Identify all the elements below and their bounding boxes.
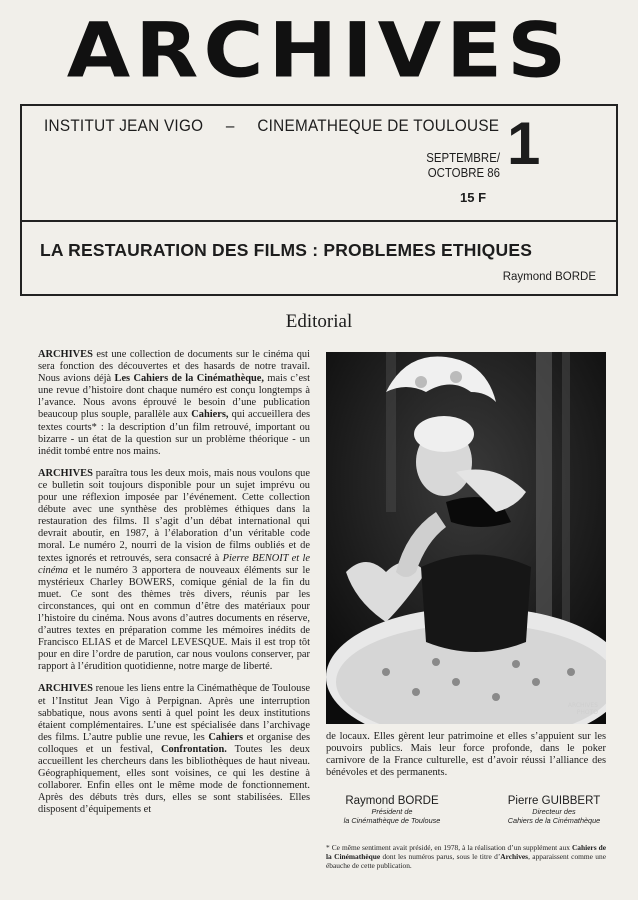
signature-name: Raymond BORDE xyxy=(345,795,439,807)
body-text: paraîtra tous les deux mois, mais nous voulons que ce bulletin soit toujours disponible pour un sujet imprévu ou pour une réflexion imposée par l’événement. Cette collection débute avec une synthèse des problèmes éthiques dans la restauration des films. Il s’agit d’un débat international qui devrait aboutir, en 1987, à l’élaboration d’un véritable code moral. Le numéro 2, nourri de la vision de films oubliés et de textes ignorés et retrouvés, sera consacré à xyxy=(38,467,310,564)
signature-name: Pierre GUIBBERT xyxy=(507,795,601,807)
bold-text: ARCHIVES xyxy=(38,683,93,695)
bold-text: Les Cahiers de la Cinémathèque, xyxy=(114,373,264,385)
bold-text: Confrontation. xyxy=(160,743,227,755)
photo-credit: ARCHIVES PHOTO xyxy=(567,702,598,716)
film-still-photo xyxy=(326,352,606,724)
editorial-paragraph-1 xyxy=(38,349,310,458)
footnote xyxy=(326,843,606,870)
issue-info-box xyxy=(20,104,618,222)
body-text: renoue les liens entre la Cinémathèque de Toulouse et l’Institut Jean Vigo à Perpignan. Après une interruption sabbatique, nous avons senti à quel point les deux institutions étaient complémentaires. L’une est spécialisée dans l’archivage des films. L’autre publie une revue, les xyxy=(38,683,310,743)
editorial-left-column xyxy=(38,349,310,826)
body-text: Toutes les deux accueillent les chercheurs dans les bibliothèques de haut niveau. Géographiquement, elles sont voisines, ce qui les destine à collaborer. Enfin elles ont le même mode de fonctionnement. Après des débuts très durs, elles se sont stabilisées. Elles disposent d’équipements et xyxy=(38,743,310,816)
issue-date-line1: SEPTEMBRE/ xyxy=(426,150,500,165)
signature-borde xyxy=(326,795,458,825)
editorial-title: Editorial xyxy=(285,311,353,332)
body-text: et le numéro 3 apportera de nouveaux éléments sur le mystérieux Charley BOWERS, comique génial de la fin du muet. Ce sont des thèmes très divers, réunis par les circonstances, qui ont en commun d’être des matériaux pour l’histoire du cinéma. Nous avons d’autres documents en réserve, d’autres textes en préparation comme les mémoires inédits de Francisco ELIAS et de Marcel LEVESQUE. Mais il est trop tôt pour en dire l’ordre de parution, car nous voulons conserver, par rapport à l’érudition quotidienne, notre marge de liberté. xyxy=(38,564,310,673)
headline-author: Raymond BORDE xyxy=(502,271,596,283)
issue-date-line2: OCTOBRE 86 xyxy=(427,165,500,180)
issue-number: 1 xyxy=(507,110,541,177)
institute-name: INSTITUT JEAN VIGO xyxy=(44,116,204,135)
headline-box xyxy=(20,222,618,296)
italic-text: Pierre BENOIT et le cinéma xyxy=(38,552,310,576)
issue-date xyxy=(412,150,500,180)
signature-role-line2: la Cinémathèque de Toulouse xyxy=(343,816,441,825)
footnote-text: dont les numéros parus, sous le titre d’ xyxy=(380,852,501,861)
footnote-text: * Ce même sentiment avait présidé, en 1978, à la réalisation d’un supplément aux xyxy=(326,843,572,852)
footnote-text: , apparaissent comme une ébauche de cette publication. xyxy=(326,852,606,870)
body-text: mais c’est une revue d’histoire dont chaque numéro est conçu longtemps à l’avance. Nous avons éprouvé le besoin d’une publication beaucoup plus souple, parallèle aux xyxy=(38,373,310,421)
headline-title: LA RESTAURATION DES FILMS : PROBLEMES ETHIQUES xyxy=(40,240,533,260)
bold-text: ARCHIVES xyxy=(38,349,93,360)
footnote-bold: Archives xyxy=(500,852,529,861)
photo-illustration xyxy=(326,352,606,724)
institution-line xyxy=(44,116,499,136)
bold-text: Cahiers, xyxy=(191,409,229,421)
body-text: qui accueillera des textes courts* : la description d’un film retrouvé, important ou bizarre - un état de la question sur un problème théorique - un inédit tombé entre nos mains. xyxy=(38,409,310,457)
separator: – xyxy=(225,116,235,135)
cinematheque-name: CINEMATHEQUE DE TOULOUSE xyxy=(257,116,500,135)
editorial-paragraph-2 xyxy=(38,468,310,674)
editorial-paragraph-3-continued: de locaux. Elles gèrent leur patrimoine et elles s’appuient sur les pouvoirs publics. Mais leur force profonde, dans le poker carnivore de la France culturelle, est d’avoir réussi l’alliance des bénévoles et des permanents. xyxy=(326,731,606,779)
signature-role-line1: Président de xyxy=(371,807,413,816)
bold-text: Cahiers xyxy=(208,731,244,743)
issue-price: 15 F xyxy=(460,190,487,205)
bold-text: ARCHIVES xyxy=(38,467,93,479)
body-text: est une collection de documents sur le cinéma qui sera fonction des découvertes et des hasards de notre travail. Nous avions déjà xyxy=(38,349,310,385)
masthead-title: ARCHIVES xyxy=(66,7,572,95)
editorial-paragraph-3 xyxy=(38,683,310,816)
signature-role-line1: Directeur des xyxy=(532,807,576,816)
body-text: et organise des colloques et un festival, xyxy=(38,731,310,755)
editorial-right-column xyxy=(326,731,606,779)
signature-role-line2: Cahiers de la Cinémathèque xyxy=(507,816,601,825)
signature-guibbert xyxy=(496,795,612,825)
footnote-bold: Cahiers de la Cinémathèque xyxy=(326,843,606,861)
